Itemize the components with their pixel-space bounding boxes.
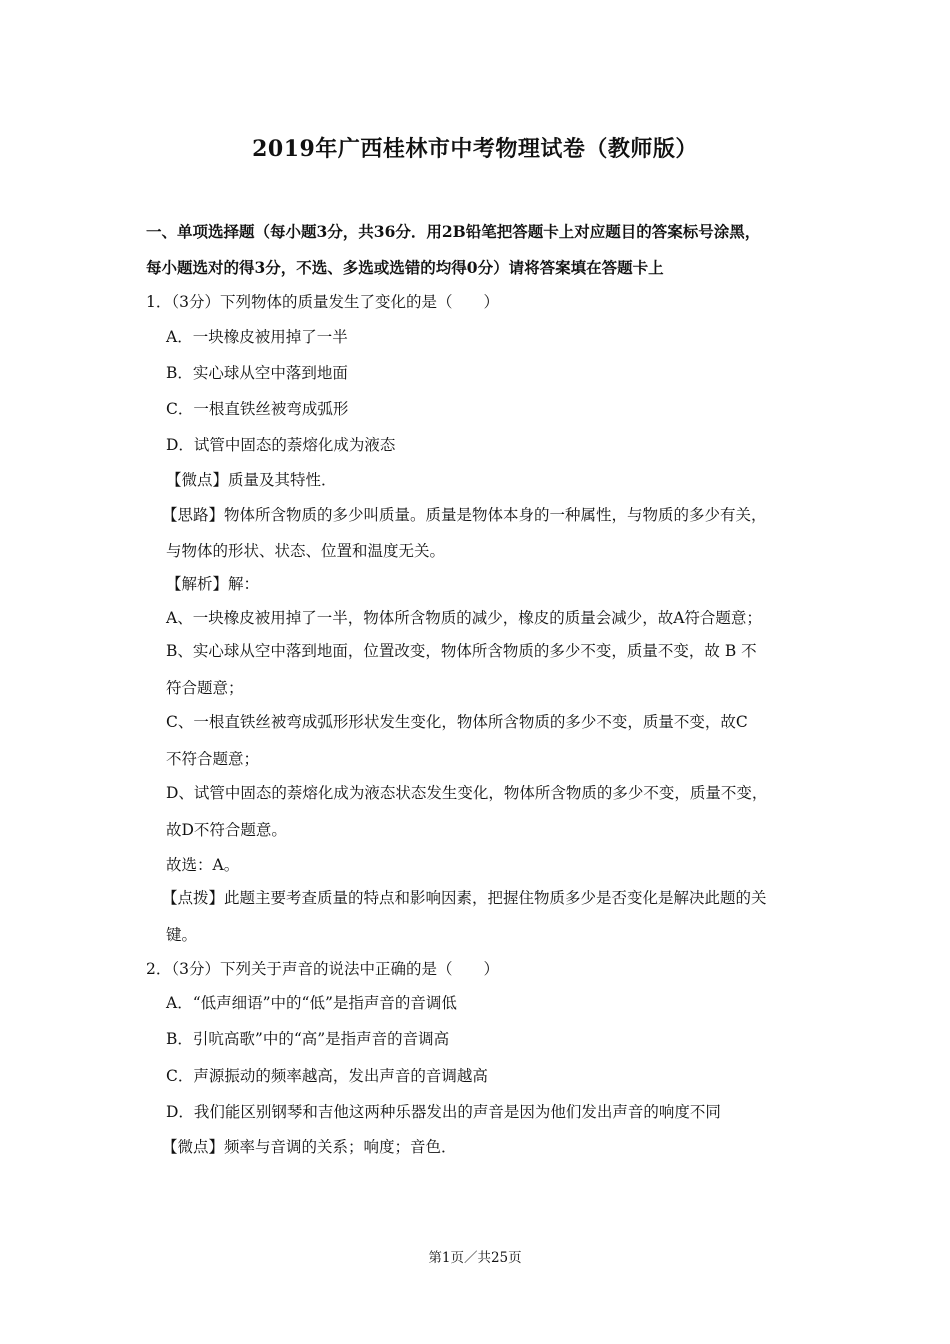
question-2-option-d: D．我们能区别钢琴和吉他这两种乐器发出的声音是因为他们发出声音的响度不同: [166, 1103, 721, 1121]
question-1-analysis-b-line-1: B、实心球从空中落到地面，位置改变，物体所含物质的多少不变，质量不变，故 B 不: [166, 642, 757, 660]
question-1-option-b: B．实心球从空中落到地面: [166, 364, 348, 382]
question-1-answer: 故选：A。: [166, 856, 240, 874]
question-1-jiexi: 【解析】解：: [166, 575, 260, 593]
question-1-option-d: D．试管中固态的萘熔化成为液态: [166, 436, 396, 454]
question-1-analysis-a: A、一块橡皮被用掉了一半，物体所含物质的减少，橡皮的质量会减少，故A符合题意；: [166, 609, 762, 627]
question-1-silu-line-1: 【思路】物体所含物质的多少叫质量。质量是物体本身的一种属性，与物质的多少有关，: [162, 506, 767, 524]
question-2-option-b: B．引吭高歌”中的“高”是指声音的音调高: [166, 1030, 450, 1048]
page-title: 2019年广西桂林市中考物理试卷（教师版）: [252, 136, 698, 162]
question-1-dianbo-line-1: 【点拨】此题主要考查质量的特点和影响因素，把握住物质多少是否变化是解决此题的关: [162, 889, 767, 907]
question-2-stem: 2．（3分）下列关于声音的说法中正确的是（ ）: [146, 960, 499, 978]
question-1-option-c: C．一根直铁丝被弯成弧形: [166, 400, 349, 418]
question-1-analysis-c-line-1: C、一根直铁丝被弯成弧形形状发生变化，物体所含物质的多少不变，质量不变，故C: [166, 713, 748, 731]
section-heading-line-2: 每小题选对的得3分，不选、多选或选错的均得0分）请将答案填在答题卡上: [146, 258, 664, 277]
section-heading-line-1: 一、单项选择题（每小题3分，共36分．用2B铅笔把答题卡上对应题目的答案标号涂黑，: [146, 222, 761, 241]
question-1-stem: 1．（3分）下列物体的质量发生了变化的是（ ）: [146, 293, 499, 311]
question-1-analysis-d-line-2: 故D不符合题意。: [166, 821, 287, 839]
question-1-dianbo-line-2: 键。: [166, 926, 198, 944]
question-1-analysis-b-line-2: 符合题意；: [166, 679, 244, 697]
page-number-footer: 第1页／共25页: [428, 1250, 522, 1266]
question-1-analysis-c-line-2: 不符合题意；: [166, 750, 260, 768]
question-1-option-a: A．一块橡皮被用掉了一半: [166, 328, 348, 346]
question-2-weidian: 【微点】频率与音调的关系；响度；音色．: [162, 1138, 457, 1156]
question-2-option-a: A．“低声细语”中的“低”是指声音的音调低: [166, 994, 457, 1012]
question-2-option-c: C．声源振动的频率越高，发出声音的音调越高: [166, 1067, 488, 1085]
question-1-analysis-d-line-1: D、试管中固态的萘熔化成为液态状态发生变化，物体所含物质的多少不变，质量不变，: [166, 784, 768, 802]
question-1-silu-line-2: 与物体的形状、状态、位置和温度无关。: [166, 542, 446, 560]
question-1-weidian: 【微点】质量及其特性．: [166, 471, 337, 489]
